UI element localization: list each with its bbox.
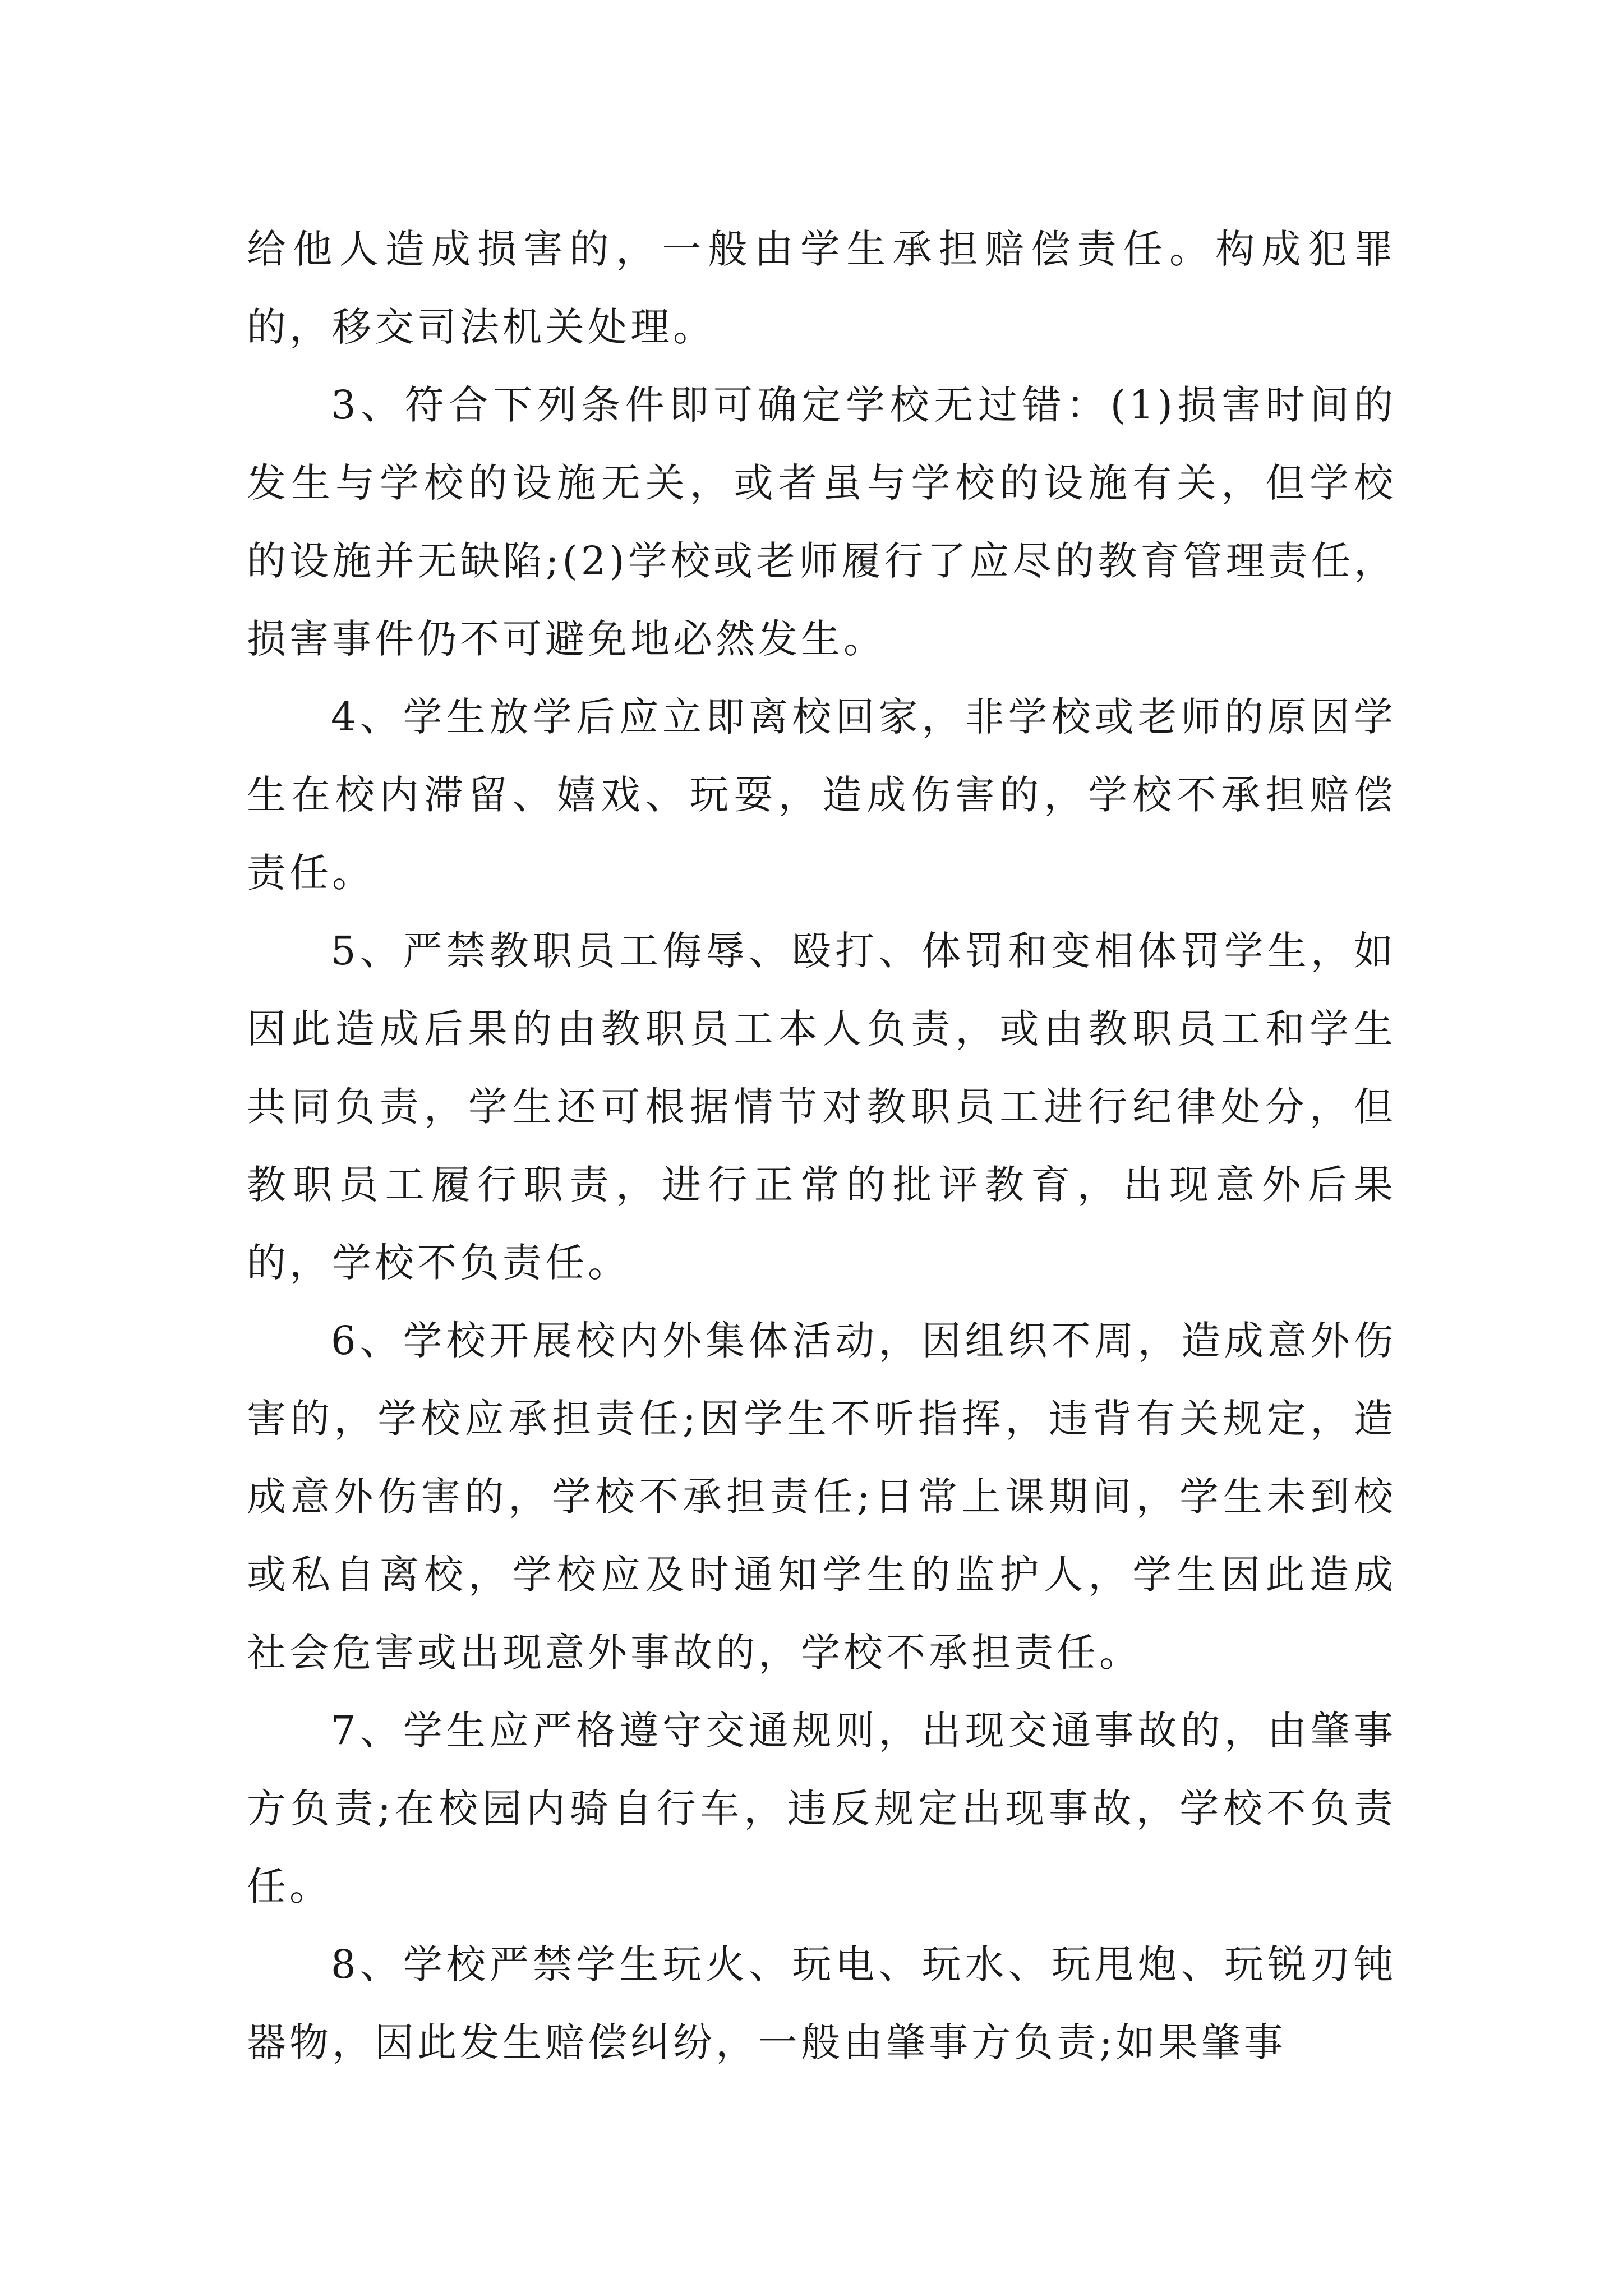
paragraph-item-4: 4、学生放学后应立即离校回家，非学校或老师的原因学生在校内滞留、嬉戏、玩耍，造成伤害的，学校不承担赔偿责任。 [247,694,1396,896]
paragraph-item-3: 3、符合下列条件即可确定学校无过错：(1)损害时间的发生与学校的设施无关，或者虽与学校的设施有关，但学校的设施并无缺陷;(2)学校或老师履行了应尽的教育管理责任，损害事件仍不可避免地必然发生。 [247,382,1396,662]
paragraph-continuation: 给他人造成损害的，一般由学生承担赔偿责任。构成犯罪的，移交司法机关处理。 [247,226,1396,350]
paragraph-item-8: 8、学校严禁学生玩火、玩电、玩水、玩甩炮、玩锐刃钝器物，因此发生赔偿纠纷，一般由肇事方负责;如果肇事 [247,1941,1396,2065]
paragraph-item-7: 7、学生应严格遵守交通规则，出现交通事故的，由肇事方负责;在校园内骑自行车，违反规定出现事故，学校不负责任。 [247,1708,1396,1910]
paragraph-item-6: 6、学校开展校内外集体活动，因组织不周，造成意外伤害的，学校应承担责任;因学生不听指挥，违背有关规定，造成意外伤害的，学校不承担责任;日常上课期间，学生未到校或私自离校，学校应及时通知学生的监护人，学生因此造成社会危害或出现意外事故的，学校不承担责任。 [247,1318,1396,1676]
document-body [247,210,1396,2082]
paragraph-item-5: 5、严禁教职员工侮辱、殴打、体罚和变相体罚学生，如因此造成后果的由教职员工本人负责，或由教职员工和学生共同负责，学生还可根据情节对教职员工进行纪律处分，但教职员工履行职责，进行正常的批评教育，出现意外后果的，学校不负责任。 [247,928,1396,1286]
